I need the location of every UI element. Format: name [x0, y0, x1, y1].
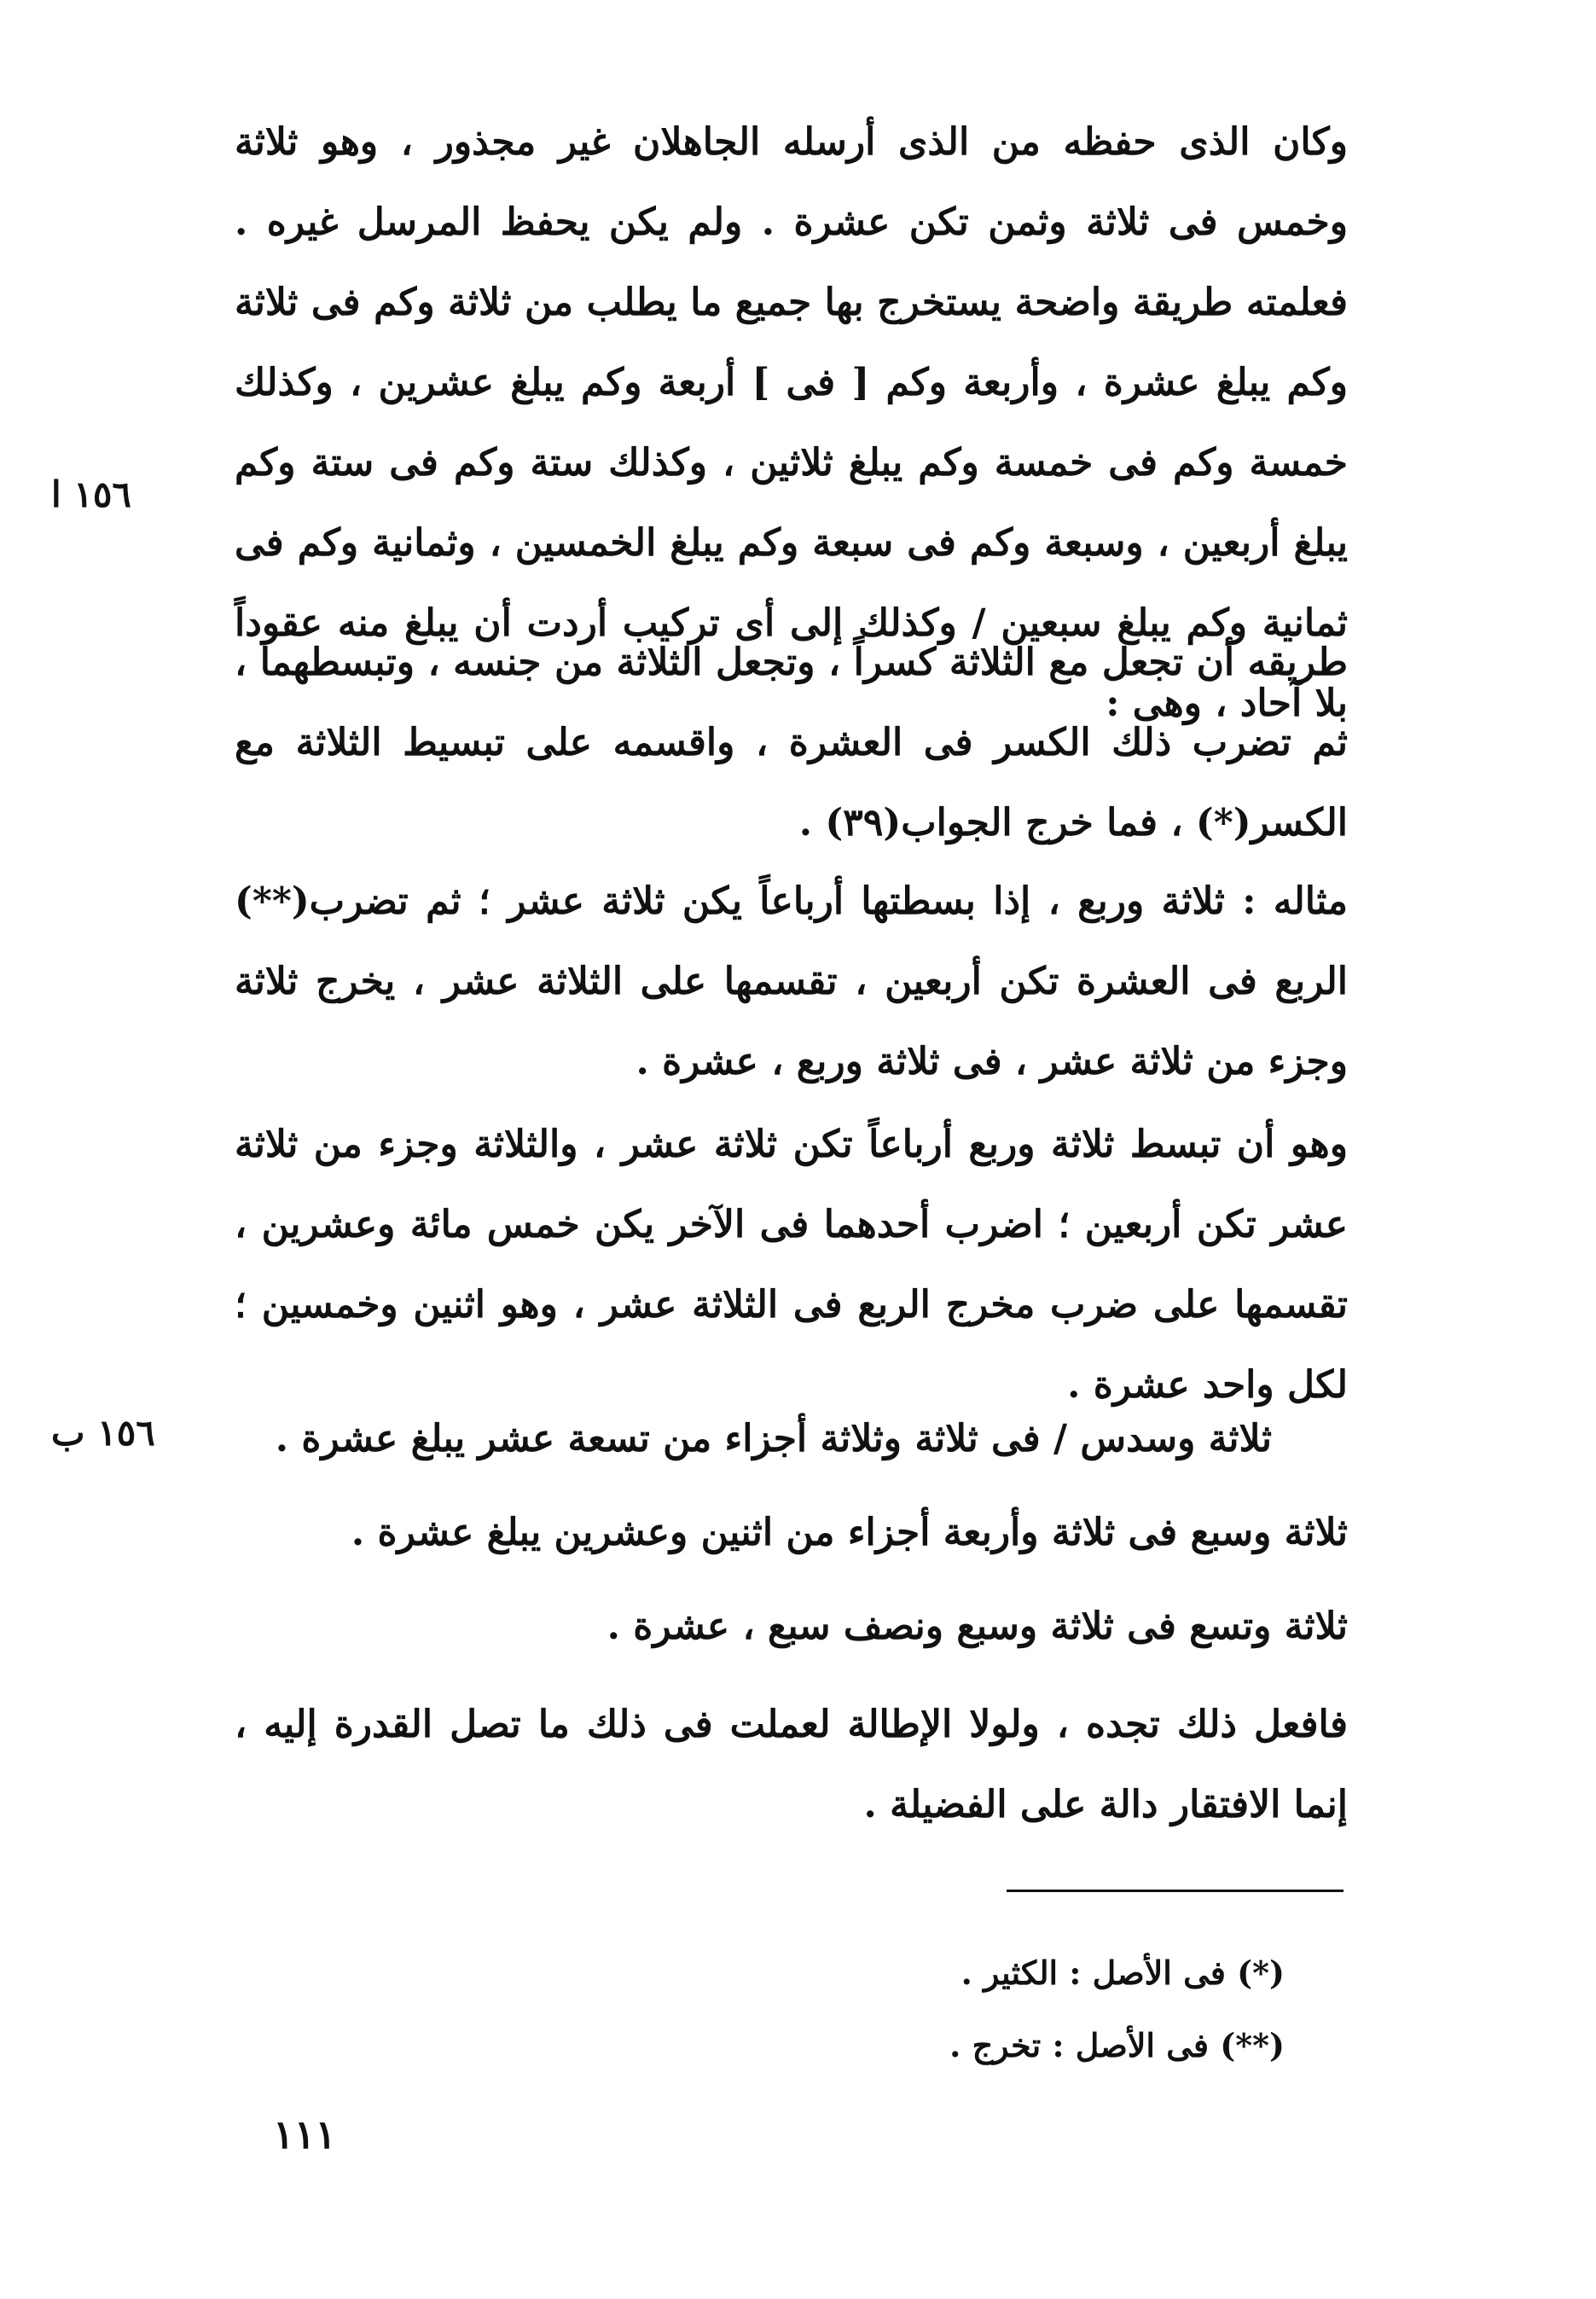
paragraph-example: مثاله : ثلاثة وربع ، إذا بسطتها أرباعاً يكن ثلاثة عشر ؛ ثم تضرب(**) الربع فى العشرة تكن أربعين ، تقسمها على الثلاثة عشر ، يخرج ثلاثة وجزء من ثلاثة عشر ، فى ثلاثة وربع ، عشرة . — [235, 880, 1348, 1083]
footnote-divider — [1007, 1890, 1344, 1892]
example-line-ninth: ثلاثة وتسع فى ثلاثة وسبع ونصف سبع ، عشرة . — [606, 1605, 1348, 1648]
example-line-seventh: ثلاثة وسبع فى ثلاثة وأربعة أجزاء من اثنين وعشرين يبلغ عشرة . — [351, 1511, 1348, 1554]
paragraph-intro: وكان الذى حفظه من الذى أرسله الجاهلان غير مجذور ، وهو ثلاثة وخمس فى ثلاثة وثمن تكن عشرة . ولم يكن يحفظ المرسل غيره . فعلمته طريقة واضحة يستخرج بها جميع ما يطلب من ثلاثة وكم فى ثلاثة وكم يبلغ عشرة ، وأربعة وكم [ فى ] أربعة وكم يبلغ عشرين ، وكذلك خمسة وكم فى خمسة وكم يبلغ ثلاثين ، وكذلك ستة وكم فى ستة وكم يبلغ أربعين ، وسبعة وكم فى سبعة وكم يبلغ الخمسين ، وثمانية وكم فى ثمانية وكم يبلغ سبعين / وكذلك إلى أى تركيب أردت أن يبلغ منه عقوداً بلا آحاد ، وهى : — [235, 120, 1348, 725]
example-line-sixth: ثلاثة وسدس / فى ثلاثة وثلاثة أجزاء من تسعة عشر يبلغ عشرة . — [275, 1417, 1272, 1460]
footnote-1: (*) فى الأصل : الكثير . — [961, 1954, 1285, 1992]
page-number: ١١١ — [273, 2111, 337, 2157]
paragraph-method: طريقه أن تجعل مع الثلاثة كسراً ، وتجعل الثلاثة من جنسه ، وتبسطهما ، ثم تضرب ذلك الكسر فى العشرة ، واقسمه على تبسيط الثلاثة مع الكسر(*) ، فما خرج الجواب(٣٩) . — [235, 641, 1348, 845]
margin-folio-156b: ١٥٦ ب — [51, 1412, 155, 1454]
paragraph-conclusion: فافعل ذلك تجده ، ولولا الإطالة لعملت فى ذلك ما تصل القدرة إليه ، إنما الافتقار دالة على الفضيلة . — [235, 1703, 1348, 1826]
footnote-2: (**) فى الأصل : تخرج . — [949, 2026, 1285, 2064]
margin-folio-156a: ١٥٦ ا — [51, 473, 131, 515]
paragraph-proof: وهو أن تبسط ثلاثة وربع أرباعاً تكن ثلاثة عشر ، والثلاثة وجزء من ثلاثة عشر تكن أربعين ؛ اضرب أحدهما فى الآخر يكن خمس مائة وعشرين ، تقسمها على ضرب مخرج الربع فى الثلاثة عشر ، وهو اثنين وخمسين ؛ لكل واحد عشرة . — [235, 1123, 1348, 1407]
